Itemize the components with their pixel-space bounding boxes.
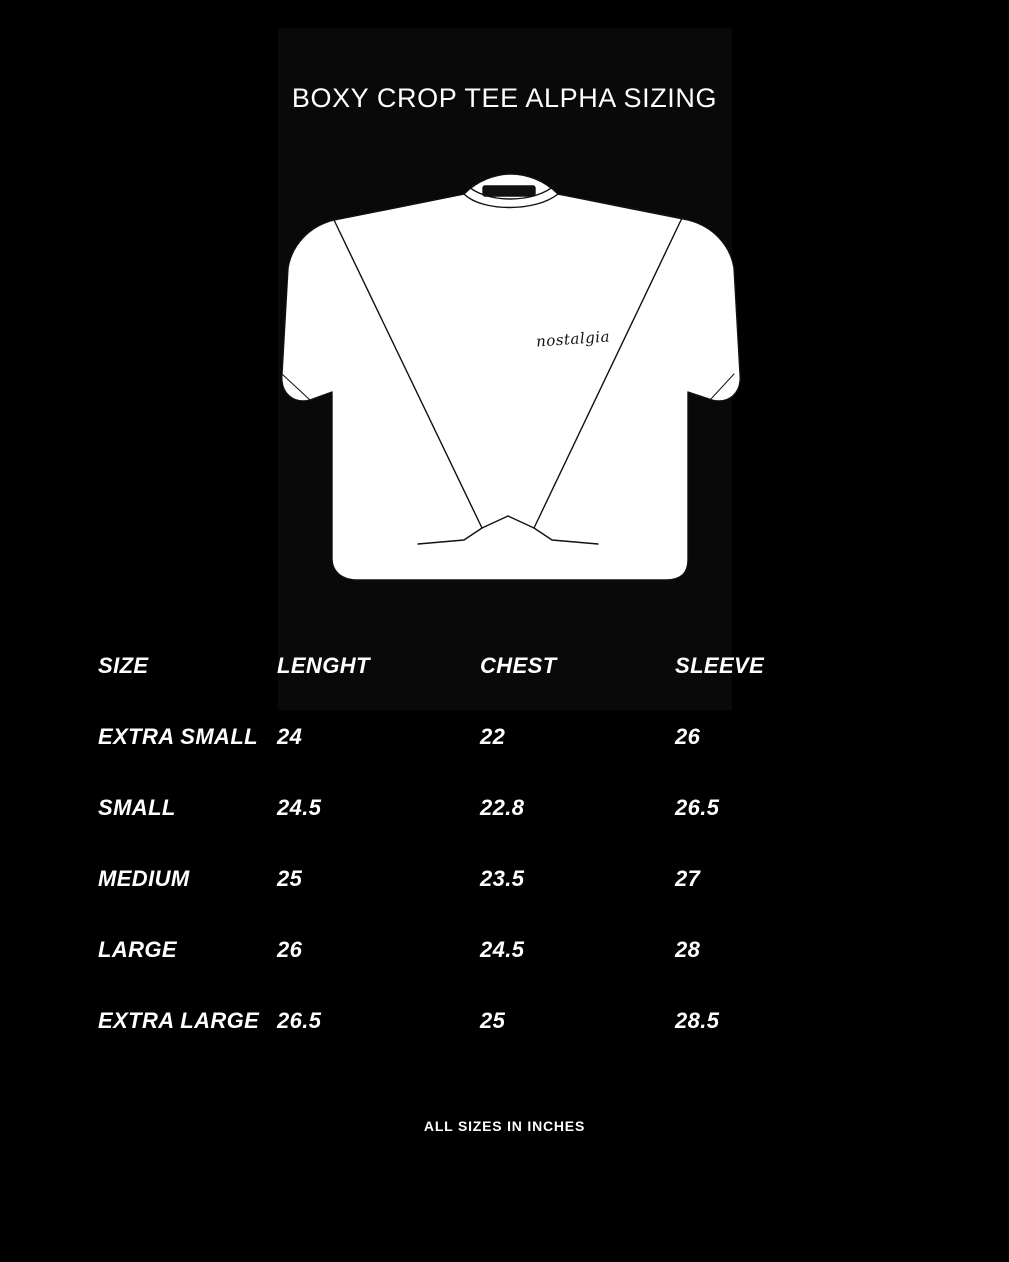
table-header-row [0,630,1009,701]
cell-sleeve: 27 [675,865,701,891]
product-illustration [268,160,748,600]
cell-sleeve: 26.5 [675,794,720,820]
cell-size: EXTRA LARGE [98,1007,260,1033]
cell-length: 24.5 [277,794,322,820]
cell-chest: 24.5 [480,936,525,962]
cell-size: MEDIUM [98,865,190,891]
cell-size: SMALL [98,794,176,820]
cell-size: LARGE [98,936,177,962]
cell-sleeve: 28.5 [675,1007,720,1033]
cell-length: 25 [277,865,303,891]
table-row [0,772,1009,843]
cell-chest: 22 [480,723,506,749]
column-header-length: LENGHT [277,652,370,678]
table-row [0,843,1009,914]
cell-length: 24 [277,723,303,749]
column-header-chest: CHEST [480,652,557,678]
column-header-sleeve: SLEEVE [675,652,765,678]
cell-length: 26 [277,936,303,962]
chest-script-logo: nostalgia [535,327,611,351]
size-chart-table [0,630,1009,1056]
cell-sleeve: 28 [675,936,701,962]
cell-sleeve: 26 [675,723,701,749]
cell-chest: 23.5 [480,865,525,891]
units-footnote: ALL SIZES IN INCHES [423,1118,586,1134]
cell-chest: 25 [480,1007,506,1033]
cell-chest: 22.8 [480,794,525,820]
table-row [0,985,1009,1056]
table-row [0,914,1009,985]
cell-size: EXTRA SMALL [98,723,259,749]
page-title: BOXY CROP TEE ALPHA SIZING [291,83,718,113]
cell-length: 26.5 [277,1007,322,1033]
column-header-size: SIZE [98,652,149,678]
table-row [0,701,1009,772]
